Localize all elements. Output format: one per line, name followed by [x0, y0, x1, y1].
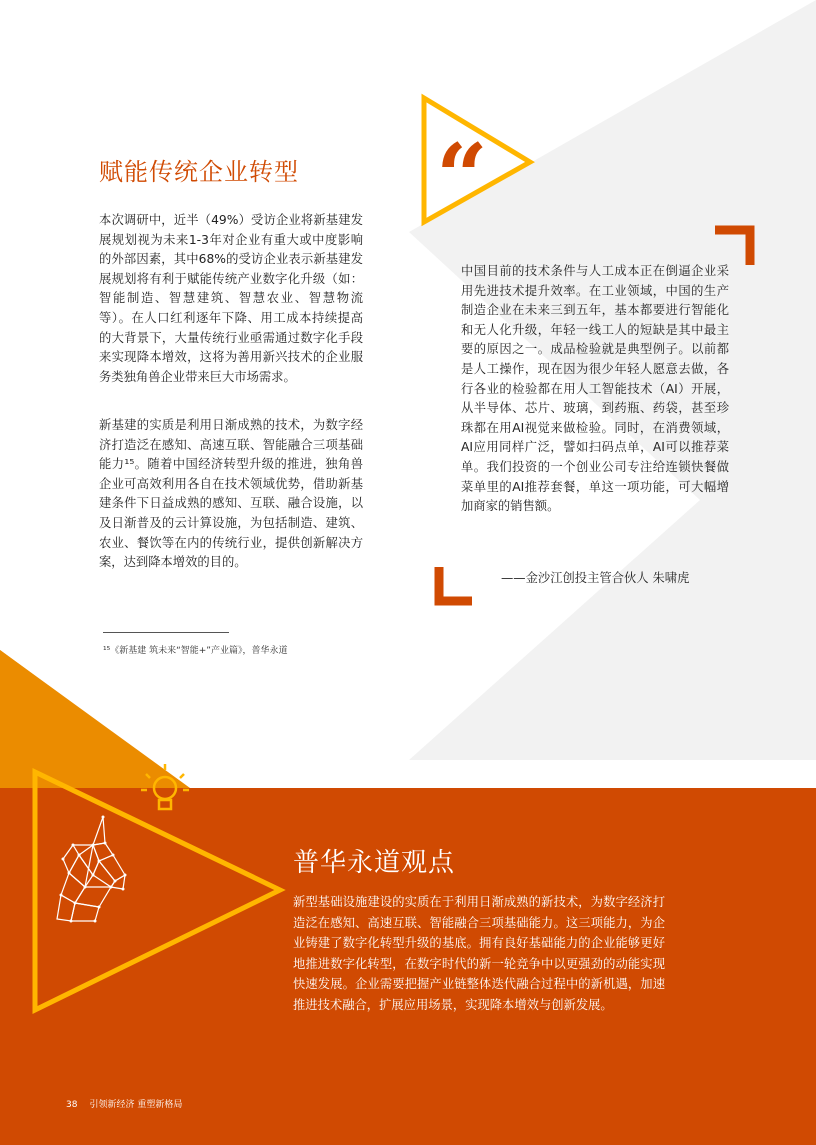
footnote-divider — [103, 632, 229, 633]
quote-text: 中国目前的技术条件与人工成本正在倒逼企业采用先进技术提升效率。在工业领域，中国的生产制造企业在未来三到五年，基本都要进行智能化和无人化升级，年轻一线工人的短缺是其中最主要的原因之一。成品检验就是典型例子。以前都是人工操作，现在因为很少年轻人愿意去做，各行各业的检验都在用人工智能技术（AI）开展，从半导体、芯片、玻璃，到药瓶、药袋，甚至珍珠都在用AI视觉来做检验。同时，在消费领域，AI应用同样广泛，譬如扫码点单，AI可以推荐菜单。我们投资的一个创业公司专注给连锁快餐做菜单里的AI推荐套餐，单这一项功能，可大幅增加商家的销售额。 — [461, 264, 729, 514]
pwc-view-text: 新型基础设施建设的实质在于利用日渐成熟的新技术，为数字经济打造泛在感知、高速互联、智能融合三项基础能力。这三项能力，为企业铸建了数字化转型升级的基底。拥有良好基础能力的企业能够更好地推进数字化转型，在数字时代的新一轮竞争中以更强劲的动能实现快速发展。企业需要把握产业链整体迭代融合过程中的新机遇，加速推进技术融合，扩展应用场景，实现降本增效与创新发展。 — [293, 895, 665, 1012]
page-number: 38 — [66, 1100, 78, 1110]
lightbulb-icon — [140, 762, 190, 818]
page-footer — [66, 1097, 194, 1110]
footnote: ¹⁵《新基建 筑未来“智能+”产业篇》，普华永道 — [103, 646, 288, 656]
quote-attribution: ——金沙江创投主管合伙人 朱啸虎 — [501, 571, 690, 585]
bracket-bottom-left — [439, 567, 472, 601]
section-title: 赋能传统企业转型 — [99, 158, 299, 186]
body-paragraph-1: 本次调研中，近半（49%）受访企业将新基建发展规划视为未来1-3年对企业有重大或中度影响的外部因素，其中68%的受访企业表示新基建发展规划将有利于赋能传统产业数字化升级（如：智能制造、智慧建筑、智慧农业、智慧物流等）。在人口红利逐年下降、用工成本持续提高的大背景下，大量传统行业亟需通过数字化手段来实现降本增效，这将为善用新兴技术的企业服务类独角兽企业带来巨大市场需求。 — [99, 213, 363, 384]
quote-mark-icon: “ — [436, 124, 488, 230]
body-paragraph-2: 新基建的实质是利用日渐成熟的技术，为数字经济打造泛在感知、高速互联、智能融合三项基础能力¹⁵。随着中国经济转型升级的推进，独角兽企业可高效利用各自在技术领域优势，借助新基建条件下日益成熟的感知、互联、融合设施，以及日渐普及的云计算设施，为包括制造、建筑、农业、餐饮等在内的传统行业，提供创新解决方案，达到降本增效的目的。 — [99, 418, 363, 570]
pwc-view-title: 普华永道观点 — [293, 848, 456, 878]
unicorn-icon — [55, 815, 130, 925]
report-title: 引领新经济 重塑新格局 — [89, 1100, 183, 1110]
